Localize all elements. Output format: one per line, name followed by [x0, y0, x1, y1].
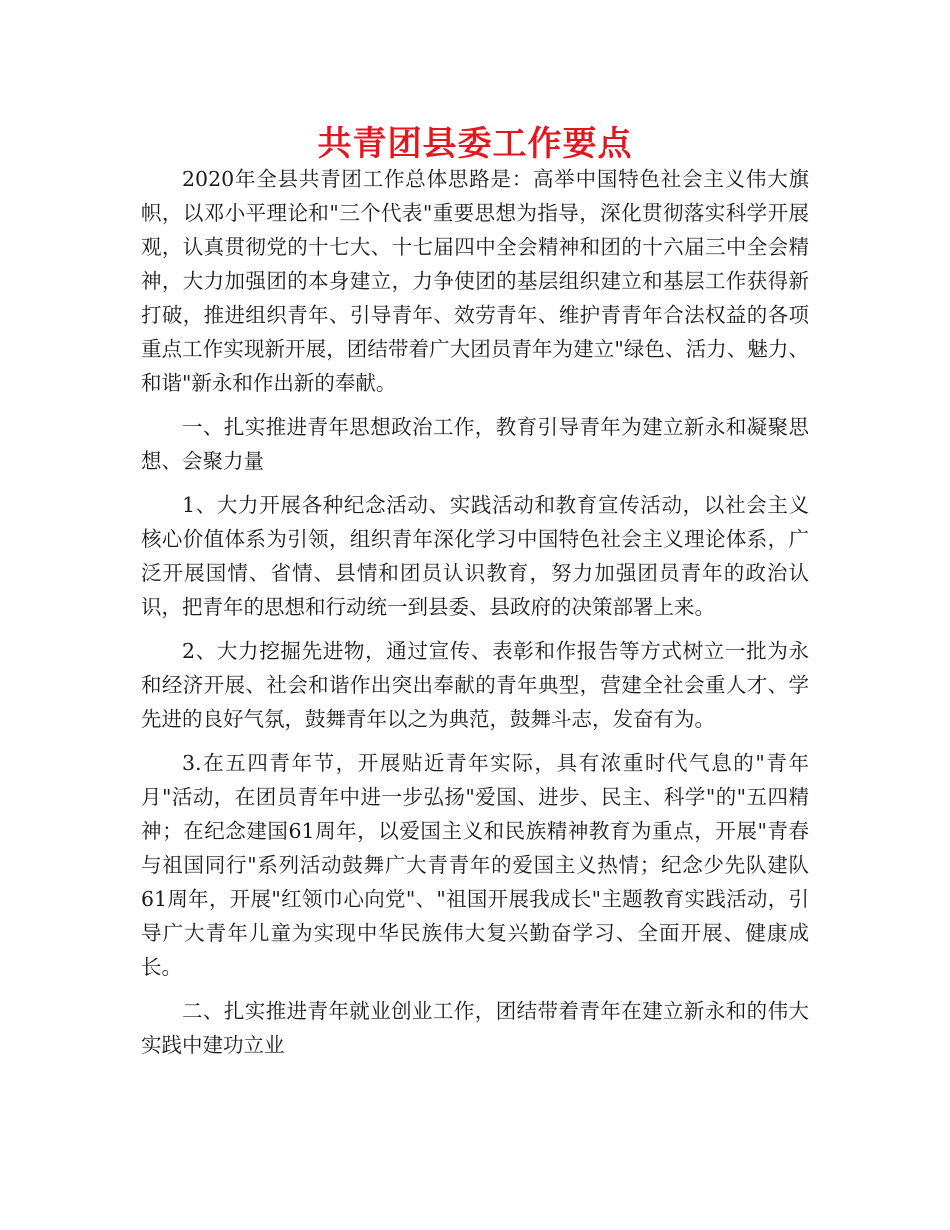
paragraph-item-1: 1、大力开展各种纪念活动、实践活动和教育宣传活动，以社会主义核心价值体系为引领，组织青年深化学习中国特色社会主义理论体系，广泛开展国情、省情、县情和团员认识教育，努力加强团员青年的政治认识，把青年的思想和行动统一到县委、县政府的决策部署上来。: [141, 493, 809, 619]
section-heading-1: 一、扎实推进青年思想政治工作，教育引导青年为建立新永和凝聚思想、会聚力量: [141, 415, 809, 473]
paragraph-item-2: 2、大力挖掘先进物，通过宣传、表彰和作报告等方式树立一批为永和经济开展、社会和谐作出突出奉献的青年典型，营建全社会重人才、学先进的良好气氛，鼓舞青年以之为典范，鼓舞斗志，发奋有为。: [141, 639, 809, 731]
document-body: [141, 162, 809, 1072]
paragraph-item-3: 3.在五四青年节，开展贴近青年实际，具有浓重时代气息的"青年月"活动，在团员青年中进一步弘扬"爱国、进步、民主、科学"的"五四精神；在纪念建国61周年，以爱国主义和民族精神教育为重点，开展"青春与祖国同行"系列活动鼓舞广大青青年的爱国主义热情；纪念少先队建队61周年，开展"红领巾心向党"、"祖国开展我成长"主题教育实践活动，引导广大青年儿童为实现中华民族伟大复兴勤奋学习、全面开展、健康成长。: [141, 751, 809, 979]
section-heading-2: 二、扎实推进青年就业创业工作，团结带着青年在建立新永和的伟大实践中建功立业: [141, 999, 809, 1057]
document-title: 共青团县委工作要点: [317, 124, 633, 164]
paragraph-overview: 2020年全县共青团工作总体思路是：高举中国特色社会主义伟大旗帜，以邓小平理论和"三个代表"重要思想为指导，深化贯彻落实科学开展观，认真贯彻党的十七大、十七届四中全会精神和团的十六届三中全会精神，大力加强团的本身建立，力争使团的基层组织建立和基层工作获得新打破，推进组织青年、引导青年、效劳青年、维护青青年合法权益的各项重点工作实现新开展，团结带着广大团员青年为建立"绿色、活力、魅力、和谐"新永和作出新的奉献。: [141, 167, 809, 395]
